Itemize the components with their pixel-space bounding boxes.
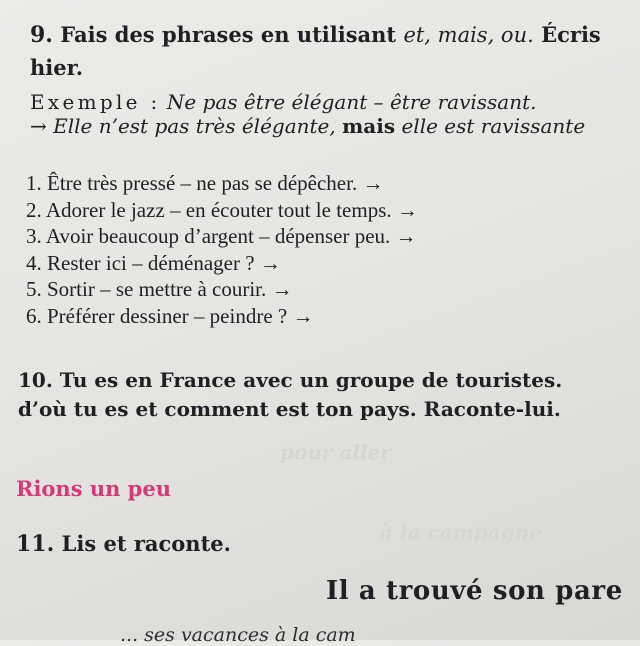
show-through-text: pour aller bbox=[280, 440, 391, 464]
section-title: Rions un peu bbox=[16, 476, 171, 501]
exercise-10-instruction bbox=[18, 368, 562, 392]
story-first-line: ... ses vacances à la cam bbox=[120, 624, 356, 646]
exercise-number: 9. bbox=[30, 22, 53, 48]
example-answer bbox=[30, 114, 585, 138]
exercise-11-instruction bbox=[16, 531, 231, 557]
exercise-10-instruction-line2: d’où tu es et comment est ton pays. Raconte-lui. bbox=[18, 397, 561, 421]
exercise-9-items bbox=[26, 170, 418, 329]
instruction-text-end: Écris bbox=[541, 22, 601, 47]
example-prompt: Ne pas être élégant – être ravissant. bbox=[166, 90, 537, 114]
example-answer-start: Elle n’est pas très élégante, bbox=[53, 114, 336, 138]
exercise-11-text: Lis et raconte. bbox=[61, 531, 231, 556]
exercise-10-text: Tu es en France avec un groupe de touristes. bbox=[59, 368, 563, 392]
instruction-text: Fais des phrases en utilisant bbox=[60, 22, 397, 47]
example-answer-mais: mais bbox=[342, 114, 396, 138]
example-answer-end: elle est ravissante bbox=[401, 114, 586, 138]
instruction-conjunctions: et, mais, ou. bbox=[403, 23, 534, 47]
exercise-number: 10. bbox=[18, 368, 53, 392]
exercise-9-instruction-line2: hier. bbox=[30, 55, 84, 80]
list-item: 4. Rester ici – déménager ? → bbox=[26, 250, 281, 275]
show-through-text: à la campagne bbox=[380, 520, 542, 544]
list-item: 6. Préférer dessiner – peindre ? → bbox=[26, 303, 314, 328]
example-line bbox=[30, 90, 537, 114]
list-item: 2. Adorer le jazz – en écouter tout le temps. → bbox=[26, 197, 418, 222]
exercise-9-instruction bbox=[30, 22, 601, 48]
example-label: Exemple : bbox=[30, 90, 161, 114]
arrow-icon: → bbox=[30, 114, 47, 138]
list-item: 1. Être très pressé – ne pas se dépêcher. → bbox=[26, 171, 384, 195]
list-item: 3. Avoir beaucoup d’argent – dépenser peu. → bbox=[26, 224, 417, 248]
list-item: 5. Sortir – se mettre à courir. → bbox=[26, 277, 293, 301]
exercise-number: 11. bbox=[16, 531, 55, 557]
story-title: Il a trouvé son pare bbox=[326, 576, 623, 606]
